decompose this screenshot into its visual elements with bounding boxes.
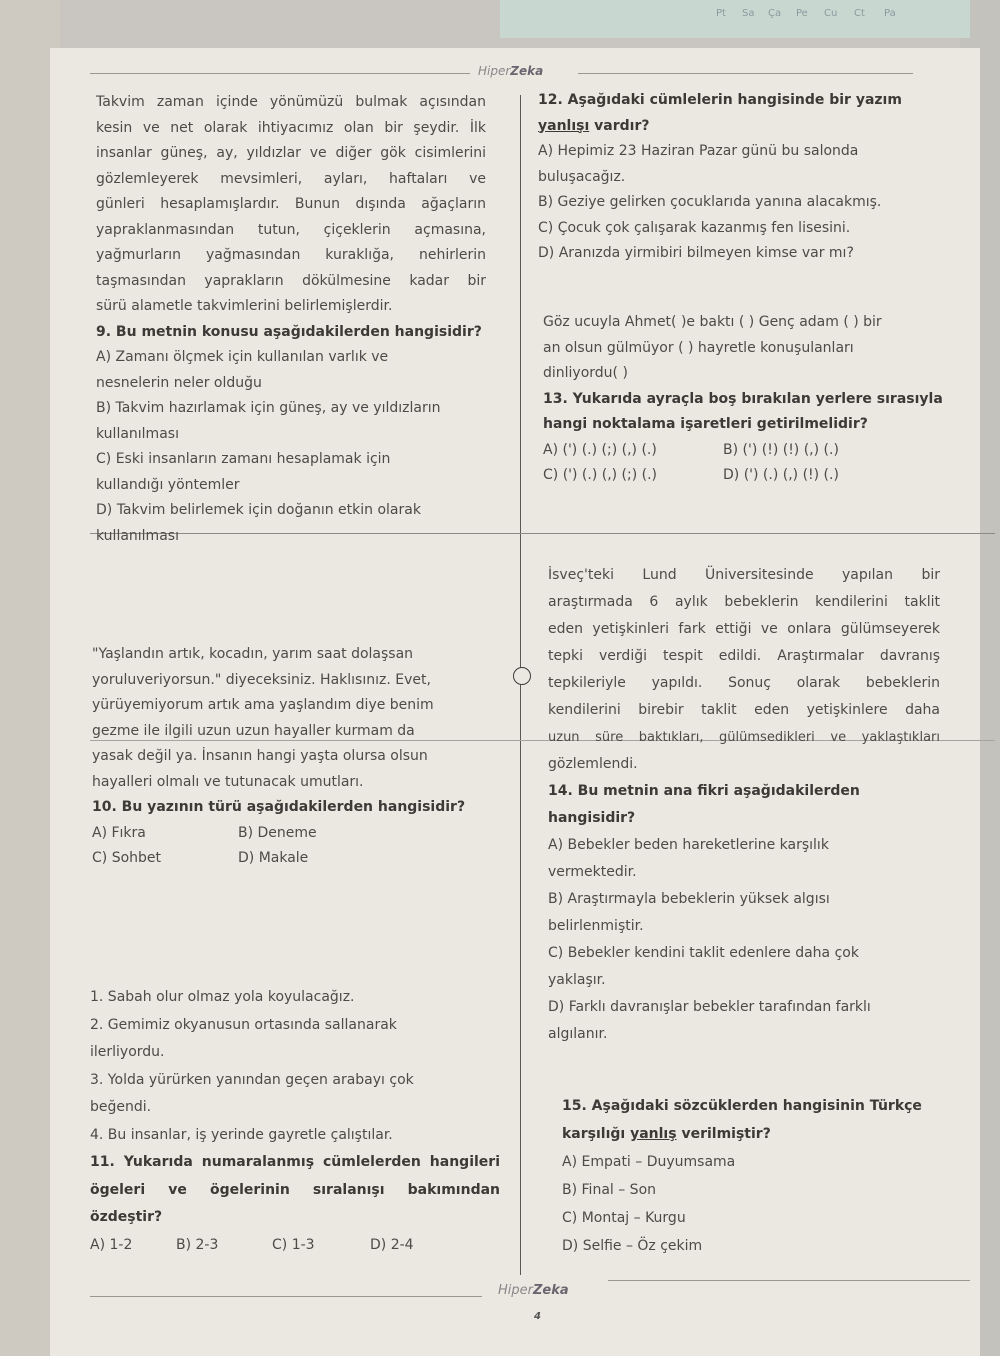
option-line[interactable]: B) Araştırmayla bebeklerin yüksek algısı: [548, 891, 830, 907]
passage-q14: [548, 562, 940, 1048]
option-a[interactable]: A) Fıkra: [92, 824, 146, 841]
sentence-line: 4. Bu insanlar, iş yerinde gayretle çalıştılar.: [90, 1126, 393, 1143]
sentence-line: 3. Yolda yürürken yanından geçen arabayı çok: [90, 1071, 414, 1088]
tab-label: Sa: [742, 8, 755, 19]
option-c[interactable]: C) 1-3: [272, 1236, 315, 1253]
option-a[interactable]: A) (') (.) (;) (,) (.): [543, 441, 657, 458]
option-line: nesnelerin neler olduğu: [96, 374, 262, 391]
option-line[interactable]: D) Aranızda yirmibiri bilmeyen kimse var mı?: [538, 245, 854, 261]
question-10: 10. Bu yazının türü aşağıdakilerden hangisidir?: [92, 799, 466, 815]
footer-brand: HiperZeka: [498, 1283, 569, 1298]
passage-line: kesin ve net olarak ihtiyacımız olan bir şeydir. İlk: [96, 119, 486, 136]
option-line[interactable]: A) Hepimiz 23 Haziran Pazar günü bu salonda: [538, 143, 859, 159]
passage-line: gezme ile ilgili uzun uzun hayaller kurmam da: [92, 722, 415, 739]
option-line: kullandığı yöntemler: [96, 476, 240, 493]
passage-line: an olsun gülmüyor ( ) hayretle konuşulanları: [543, 339, 854, 356]
passage-line: taşmasından yaprakların dökülmesine kadar bir: [96, 272, 486, 289]
option-line[interactable]: B) Takvim hazırlamak için güneş, ay ve yıldızların: [96, 400, 441, 416]
sentence-line: 1. Sabah olur olmaz yola koyulacağız.: [90, 989, 355, 1005]
passage-q9: [96, 90, 486, 549]
option-line[interactable]: B) Final – Son: [562, 1182, 657, 1198]
passage-line: yapraklanmasından tutun, çiçeklerin açmasına,: [96, 221, 486, 238]
tab-label: Pt: [716, 8, 726, 19]
option-line[interactable]: C) Bebekler kendini taklit edenlere daha çok: [548, 945, 859, 961]
option-line[interactable]: C) Montaj – Kurgu: [562, 1210, 686, 1226]
column-divider: [520, 95, 521, 1275]
passage-line: günleri hesaplamışlardır. Bunun dışında ağaçların: [96, 196, 486, 212]
tab-label: Pa: [884, 8, 896, 19]
question-text: verilmiştir?: [676, 1126, 771, 1142]
footer-rule-right: [608, 1280, 970, 1281]
question-13: 13. Yukarıda ayraçla boş bırakılan yerlere sırasıyla: [543, 390, 943, 407]
option-line: buluşacağız.: [538, 168, 626, 185]
calendar-tabs: [500, 0, 970, 38]
tab-label: Pe: [796, 8, 808, 19]
question-text: karşılığı: [562, 1126, 631, 1142]
question-14: hangisidir?: [548, 810, 636, 826]
question-11: ögeleri ve ögelerinin sıralanışı bakımından: [90, 1181, 500, 1198]
passage-line: eden yetişkinleri fark ettiği ve onlara gülümseyerek: [548, 621, 940, 637]
passage-line: yasak değil ya. İnsanın hangi yaşta olursa olsun: [92, 748, 428, 764]
q13-options-row2: [543, 463, 943, 489]
question-15: 15. Aşağıdaki sözcüklerden hangisinin Türkçe: [562, 1098, 922, 1114]
underlined-word: yanlış: [630, 1126, 677, 1142]
page-number: 4: [534, 1311, 541, 1322]
option-line[interactable]: D) Selfie – Öz çekim: [562, 1238, 703, 1254]
footer-rule-left: [90, 1296, 482, 1297]
question-14: 14. Bu metnin ana fikri aşağıdakilerden: [548, 783, 860, 799]
tab-label: Ça: [768, 8, 782, 19]
option-c[interactable]: C) (') (.) (,) (;) (.): [543, 467, 658, 483]
q10-options-row1: [92, 821, 482, 847]
passage-line: hayalleri olmalı ve tutunacak umutları.: [92, 773, 364, 790]
option-line[interactable]: D) Takvim belirlemek için doğanın etkin olarak: [96, 502, 421, 518]
question-text: vardır?: [589, 117, 650, 134]
q10-options-row2: [92, 846, 482, 872]
question-15: [562, 1120, 952, 1148]
passage-line: araştırmada 6 aylık bebeklerin kendilerini taklit: [548, 594, 940, 610]
header-brand: HiperZeka: [478, 64, 544, 78]
option-c[interactable]: C) Sohbet: [92, 850, 162, 866]
passage-line: tepkileriyle yapıldı. Sonuç olarak bebeklerin: [548, 675, 940, 691]
option-a[interactable]: A) 1-2: [90, 1236, 133, 1253]
question-11: özdeştir?: [90, 1209, 163, 1225]
tab-label: Ct: [854, 8, 865, 19]
option-line: belirlenmiştir.: [548, 918, 644, 934]
passage-line: tepki verdiği tespit edildi. Araştırmalar davranış: [548, 648, 940, 664]
option-line[interactable]: D) Farklı davranışlar bebekler tarafından farklı: [548, 999, 871, 1015]
option-line[interactable]: C) Çocuk çok çalışarak kazanmış fen lisesini.: [538, 219, 851, 236]
option-line: yaklaşır.: [548, 972, 606, 988]
passage-line: sürü alametle takvimlerini belirlemişlerdir.: [96, 298, 393, 314]
sentence-line: 2. Gemimiz okyanusun ortasında sallanarak: [90, 1016, 397, 1033]
column-marker-circle: [513, 667, 531, 685]
passage-line: uzun süre baktıkları, gülümsedikleri ve yaklaştıkları: [548, 730, 940, 745]
option-line[interactable]: A) Zamanı ölçmek için kullanılan varlık ve: [96, 349, 389, 365]
tab-label: Cu: [824, 8, 838, 19]
passage-line: insanlar güneş, ay, yıldızlar ve diğer gök cisimlerini: [96, 145, 486, 161]
option-d[interactable]: D) 2-4: [370, 1236, 414, 1253]
passage-line: yoruluveriyorsun." diyeceksiniz. Haklısınız. Evet,: [92, 671, 431, 688]
question-11: 11. Yukarıda numaralanmış cümlelerden hangileri: [90, 1154, 500, 1170]
option-d[interactable]: D) Makale: [238, 850, 309, 866]
passage-q11: [90, 984, 500, 1259]
passage-line: İsveç'teki Lund Üniversitesinde yapılan bir: [548, 567, 940, 583]
question-12-block: [538, 88, 938, 267]
sentence-line: ilerliyordu.: [90, 1044, 165, 1060]
question-12: [538, 114, 938, 140]
question-13-block: [543, 310, 943, 489]
sentence-line: beğendi.: [90, 1099, 152, 1115]
option-line: kullanılması: [96, 527, 179, 544]
option-line: algılanır.: [548, 1026, 608, 1042]
option-line[interactable]: B) Geziye gelirken çocuklarıda yanına alacakmış.: [538, 194, 882, 210]
passage-line: gözlemlendi.: [548, 756, 638, 772]
q11-options: [90, 1232, 500, 1260]
passage-line: gözlemleyerek mevsimleri, ayları, haftaları ve: [96, 170, 486, 187]
header-rule-left: [90, 73, 470, 74]
passage-line: Takvim zaman içinde yönümüzü bulmak açısından: [96, 94, 486, 110]
option-line: vermektedir.: [548, 864, 637, 880]
question-12: 12. Aşağıdaki cümlelerin hangisinde bir yazım: [538, 92, 902, 108]
option-b[interactable]: B) Deneme: [238, 824, 317, 841]
passage-q10: [92, 642, 482, 872]
passage-line: dinliyordu( ): [543, 365, 628, 381]
passage-line: yürüyemiyorum artık ama yaşlandım diye benim: [92, 697, 434, 713]
question-9: 9. Bu metnin konusu aşağıdakilerden hangisidir?: [96, 323, 482, 340]
passage-line: Göz ucuyla Ahmet( )e baktı ( ) Genç adam ( ) bir: [543, 314, 882, 330]
passage-line: "Yaşlandın artık, kocadın, yarım saat dolaşsan: [92, 646, 414, 662]
option-line[interactable]: A) Empati – Duyumsama: [562, 1154, 736, 1170]
header-rule-right: [578, 73, 913, 74]
option-b[interactable]: B) 2-3: [176, 1236, 219, 1253]
passage-line: kendilerini birebir taklit eden yetişkinlere daha: [548, 702, 940, 718]
option-line[interactable]: C) Eski insanların zamanı hesaplamak için: [96, 451, 391, 467]
q13-options-row1: [543, 438, 943, 464]
option-d[interactable]: D) (') (.) (,) (!) (.): [723, 467, 839, 483]
passage-line: yağmurların yağmasından kuraklığa, nehirlerin: [96, 247, 486, 263]
option-b[interactable]: B) (') (!) (!) (,) (.): [723, 441, 839, 458]
underlined-word: yanlışı: [538, 117, 590, 134]
question-13: hangi noktalama işaretleri getirilmelidir?: [543, 416, 868, 432]
option-line[interactable]: A) Bebekler beden hareketlerine karşılık: [548, 837, 829, 853]
question-15-block: [562, 1092, 952, 1260]
option-line: kullanılması: [96, 425, 179, 442]
